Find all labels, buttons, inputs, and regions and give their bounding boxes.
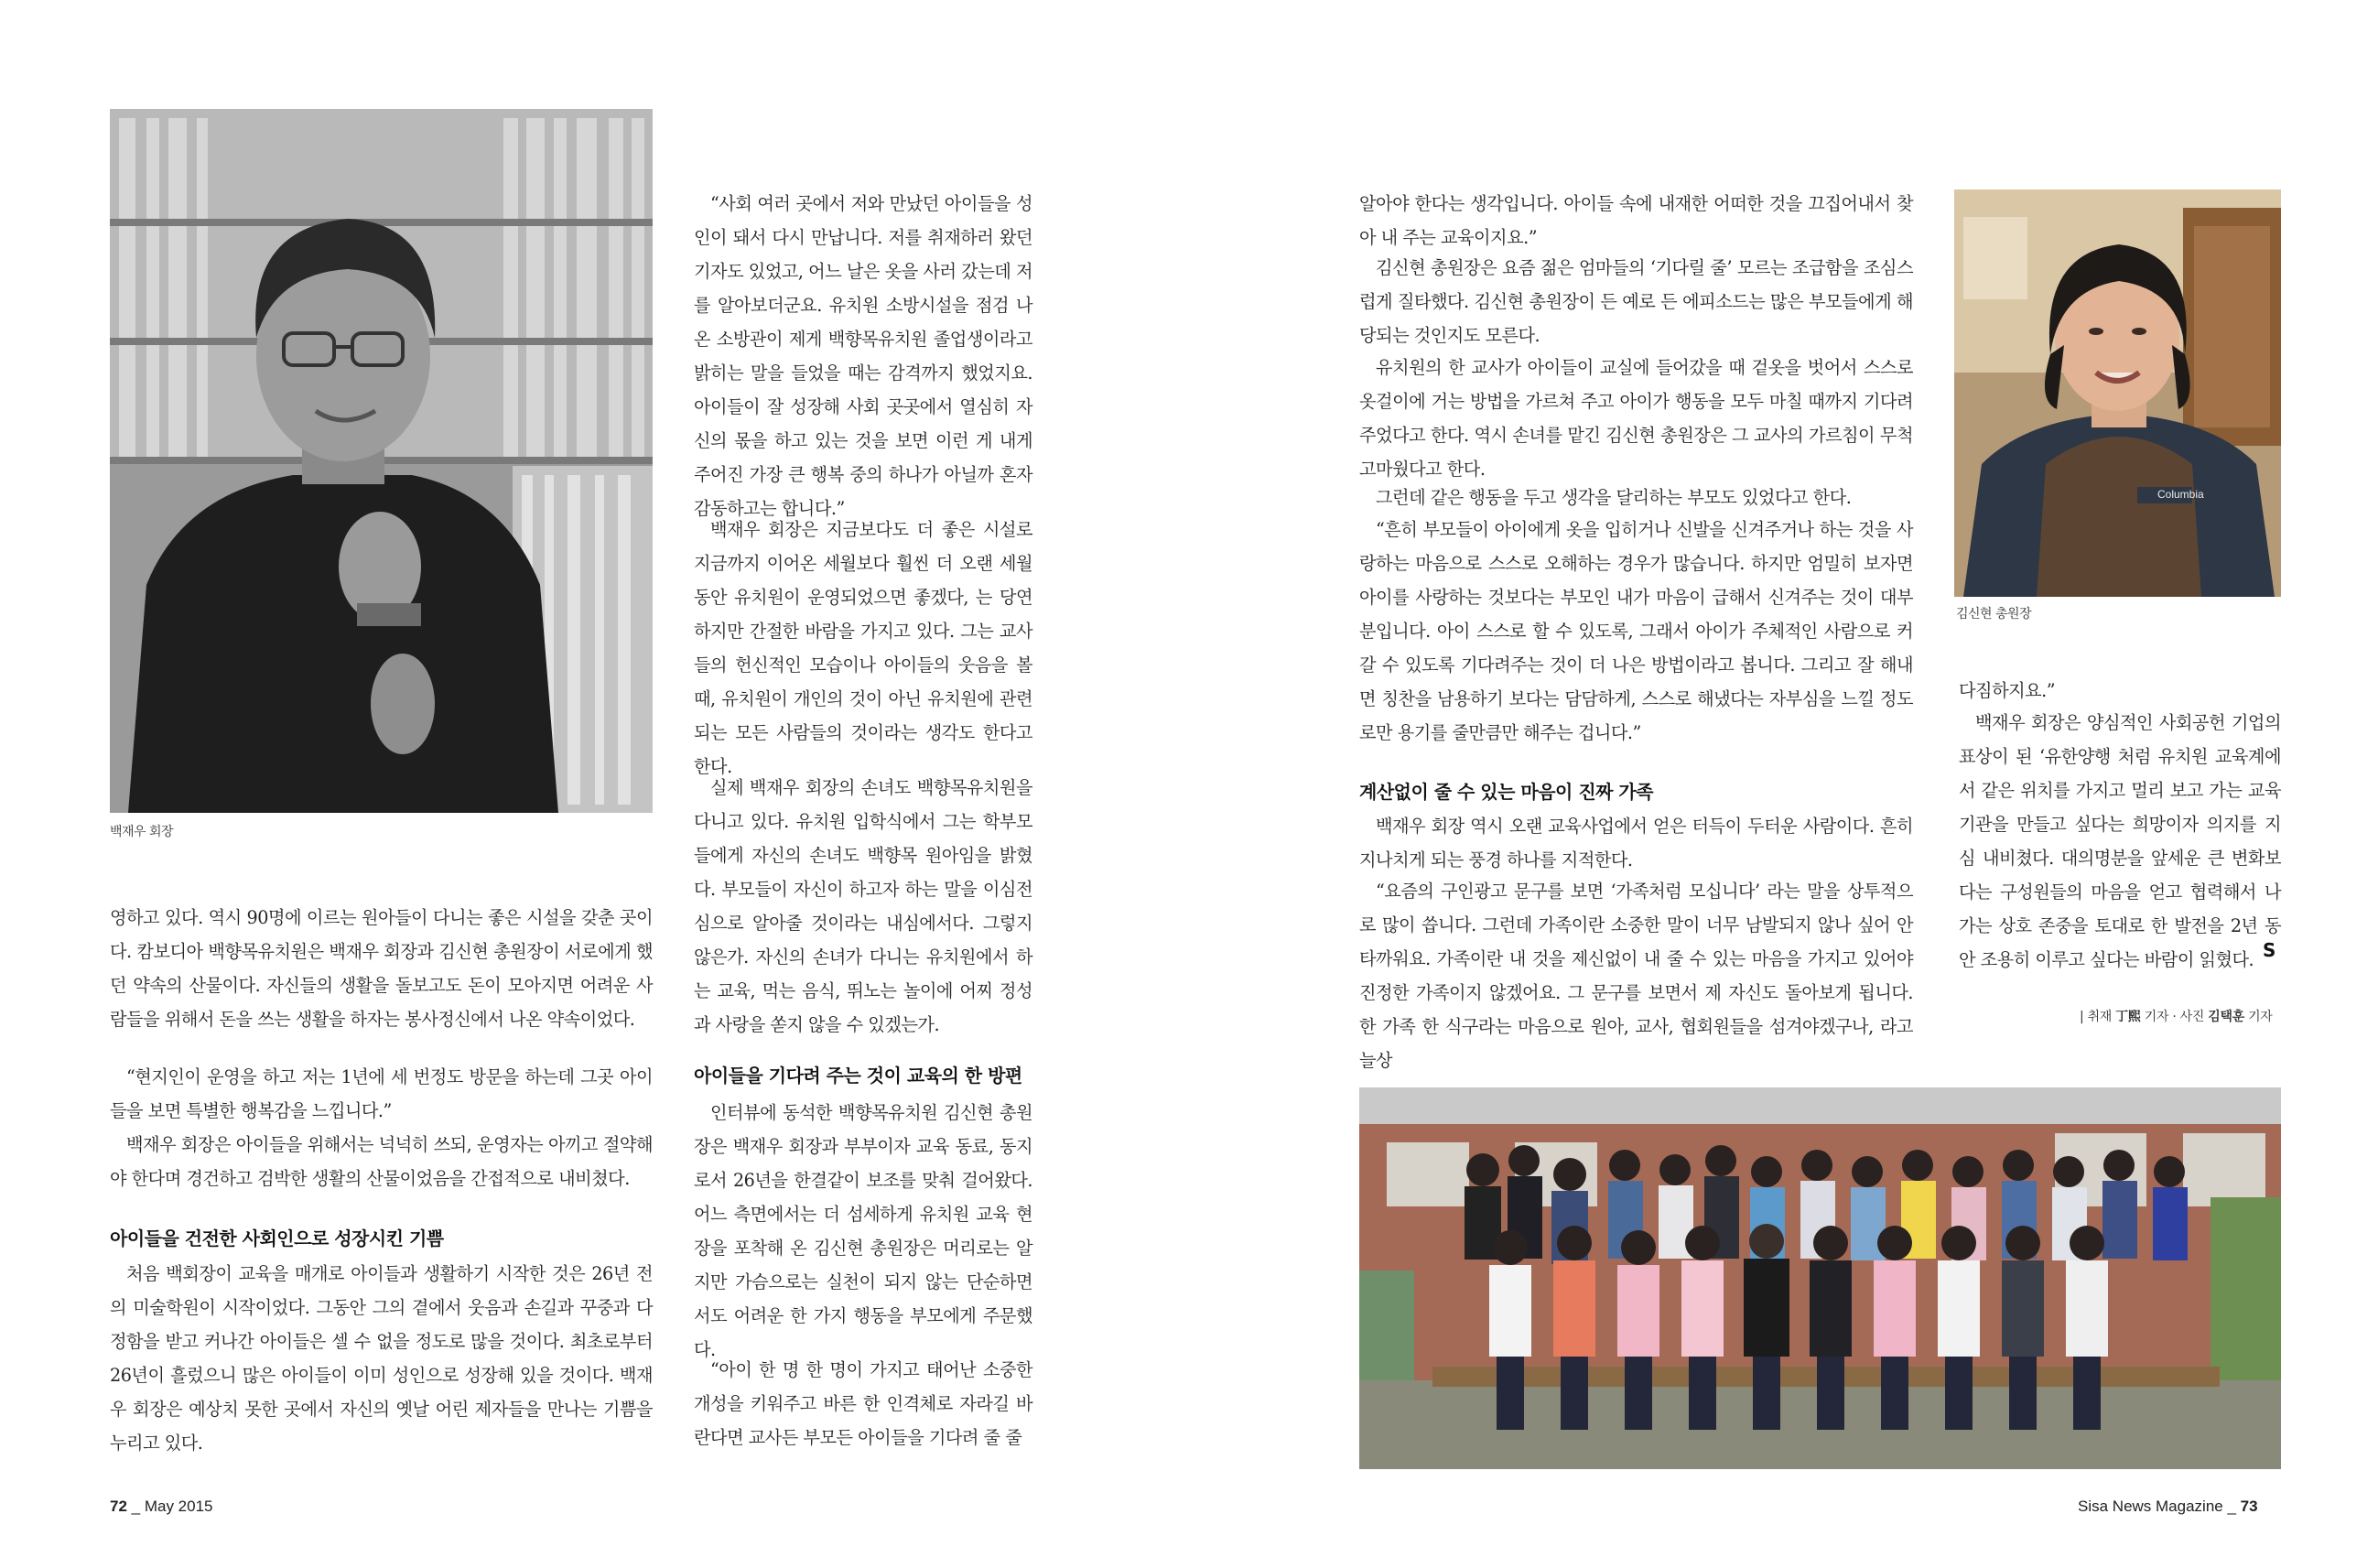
body-paragraph: 백재우 회장은 양심적인 사회공헌 기업의 표상이 된 ‘유한양행 처럼 유치원 교육계에서 같은 위치를 가지고 멀리 보고 가는 교육기관을 만들고 싶다는 희망이자 의지를 지심 내비쳤다. 대의명분을 앞세운 큰 변화보다는 구성원들의 마음을 얻고 협력해서 나가는 상호 존중을 토대로 한 발전을 2년 동안 조용히 이루고 싶다는 바람이 읽혔다. [1959,712,2281,970]
photo-caption-baek: 백재우 회장 [110,825,174,839]
page-number: 72 [110,1498,127,1515]
body-paragraph: 김신현 총원장은 요즘 젊은 엄마들의 ‘기다릴 줄’ 모르는 조급함을 조심스럽게 질타했다. 김신현 총원장이 든 예로 든 에피소드는 많은 부모들에게 해당되는 것인지도 모른다. [1359,257,1913,346]
section-heading: 아이들을 건전한 사회인으로 성장시킨 기쁨 [110,1227,444,1249]
byline-credit [2080,1007,2273,1025]
body-paragraph: 백재우 회장은 아이들을 위해서는 넉넉히 쓰되, 운영자는 아끼고 절약해야 한다며 경건하고 검박한 생활의 산물이었음을 간접적으로 내비쳤다. [110,1134,653,1189]
credit-reporter: 丁熙 [2115,1010,2141,1024]
issue-date: _ May 2015 [131,1498,213,1515]
page-folio-left [110,1498,213,1516]
jacket-logo: Columbia [2157,488,2204,501]
magazine-name: Sisa News Magazine _ [2078,1498,2236,1515]
body-paragraph: “요즘의 구인광고 문구를 보면 ‘가족처럼 모십니다’ 라는 말을 상투적으로 많이 씁니다. 그런데 가족이란 소중한 말이 너무 남발되지 않나 싶어 안타까워요. 가족이란 내 것을 제신없이 내 줄 수 있는 마음을 가지고 있어야 진정한 가족이지 않겠어요. 그 문구를 보면서 제 자신도 돌아보게 됩니다. 한 가족 한 식구라는 마음으로 원아, 교사, 협회원들을 섬겨야겠구나, 라고 늘상 [1359,881,1913,1071]
body-paragraph: 백재우 회장 역시 오랜 교육사업에서 얻은 터득이 두터운 사람이다. 흔히 지나치게 되는 풍경 하나를 지적한다. [1359,816,1913,871]
body-paragraph: “아이 한 명 한 명이 가지고 태어난 소중한 개성을 키워주고 바른 한 인격체로 자라길 바란다면 교사든 부모든 아이들을 기다려 줄 줄 [694,1359,1032,1448]
body-paragraph: “현지인이 운영을 하고 저는 1년에 세 번정도 방문을 하는데 그곳 아이들을 보면 특별한 행복감을 느낍니다.” [110,1066,653,1121]
credit-photographer: 김택훈 [2208,1010,2244,1024]
portrait-photo-baek [110,109,653,813]
group-photo-staff [1359,1087,2281,1469]
body-paragraph: “흔히 부모들이 아이에게 옷을 입히거나 신발을 신겨주거나 하는 것을 사랑하는 마음으로 스스로 오해하는 경우가 많습니다. 하지만 엄밀히 보자면 아이를 사랑하는 것보다는 부모인 내가 마음이 급해서 신겨주는 것이 대부분입니다. 아이 스스로 할 수 있도록, 그래서 아이가 주체적인 사람으로 커갈 수 있도록 기다려주는 것이 더 나은 방법이라고 봅니다. 그리고 잘 해내면 칭찬을 남용하기 보다는 담담하게, 스스로 해냈다는 자부심을 느낄 정도로만 용기를 줄만큼만 해주는 겁니다.” [1359,519,1913,743]
portrait-photo-kim [1954,189,2281,597]
body-paragraph: 백재우 회장은 지금보다도 더 좋은 시설로 지금까지 이어온 세월보다 훨씬 더 오랜 세월 동안 유치원이 운영되었으면 좋겠다, 는 당연하지만 간절한 바람을 가지고 있다. 그는 교사들의 헌신적인 모습이나 아이들의 웃음을 볼 때, 유치원이 개인의 것이 아닌 유치원에 관련되는 모든 사람들의 것이라는 생각도 한다고 한다. [694,519,1032,777]
credit-suffix: 기자 [2248,1010,2273,1024]
page-folio-right [2078,1498,2258,1516]
end-mark: S [2263,939,2276,961]
page-number: 73 [2240,1498,2258,1515]
body-paragraph: “사회 여러 곳에서 저와 만났던 아이들을 성인이 돼서 다시 만납니다. 저를 취재하러 왔던 기자도 있었고, 어느 날은 옷을 사러 갔는데 저를 알아보더군요. 유치원 소방시설을 점검 나온 소방관이 제게 백향목유치원 졸업생이라고 밝히는 말을 들었을 때는 감격까지 했었지요. 아이들이 잘 성장해 사회 곳곳에서 열심히 자신의 몫을 하고 있는 것을 보면 이런 게 내게 주어진 가장 큰 행복 중의 하나가 아닐까 혼자 감동하고는 합니다.” [694,193,1032,519]
body-paragraph: 그런데 같은 행동을 두고 생각을 달리하는 부모도 있었다고 한다. [1376,487,1852,508]
body-paragraph: 처음 백회장이 교육을 매개로 아이들과 생활하기 시작한 것은 26년 전의 미술학원이 시작이었다. 그동안 그의 곁에서 웃음과 손길과 꾸중과 다정함을 받고 커나간 아이들은 셀 수 없을 정도로 많을 것이다. 최초로부터 26년이 흘렀으니 많은 아이들이 이미 성인으로 성장해 있을 것이다. 백재우 회장은 예상치 못한 곳에서 자신의 옛날 어린 제자들을 만나는 기쁨을 누리고 있다. [110,1263,653,1454]
credit-prefix: | 취재 [2080,1010,2113,1024]
body-paragraph: 다짐하지요.” [1959,680,2056,701]
body-paragraph: 알아야 한다는 생각입니다. 아이들 속에 내재한 어떠한 것을 끄집어내서 찾아 내 주는 교육이지요.” [1359,193,1913,248]
credit-mid: 기자 · 사진 [2144,1010,2205,1024]
section-heading: 계산없이 줄 수 있는 마음이 진짜 가족 [1359,781,1654,803]
body-paragraph: 인터뷰에 동석한 백향목유치원 김신현 총원장은 백재우 회장과 부부이자 교육 동료, 동지로서 26년을 한결같이 보조를 맞춰 걸어왔다. 어느 측면에서는 더 섬세하게 유치원 교육 현장을 포착해 온 김신현 총원장은 머리로는 알지만 가슴으로는 실천이 되지 않는 단순하면서도 어려운 한 가지 행동을 부모에게 주문했다. [694,1102,1032,1360]
body-paragraph: 영하고 있다. 역시 90명에 이르는 원아들이 다니는 좋은 시설을 갖춘 곳이다. 캄보디아 백향목유치원은 백재우 회장과 김신현 총원장이 서로에게 했던 약속의 산물이다. 자신들의 생활을 돌보고도 돈이 모아지면 어려운 사람들을 위해서 돈을 쓰는 생활을 하자는 봉사정신에서 나온 약속이었다. [110,907,653,1030]
body-paragraph: 유치원의 한 교사가 아이들이 교실에 들어갔을 때 겉옷을 벗어서 스스로 옷걸이에 거는 방법을 가르쳐 주고 아이가 행동을 모두 마칠 때까지 기다려 주었다고 한다. 역시 손녀를 맡긴 김신현 총원장은 그 교사의 가르침이 무척 고마웠다고 한다. [1359,357,1913,480]
section-heading: 아이들을 기다려 주는 것이 교육의 한 방편 [694,1065,1022,1087]
body-paragraph: 실제 백재우 회장의 손녀도 백향목유치원을 다니고 있다. 유치원 입학식에서 그는 학부모들에게 자신의 손녀도 백향목 원아임을 밝혔다. 부모들이 자신이 하고자 하는 말을 이심전심으로 알아줄 것이라는 내심에서다. 그렇지 않은가. 자신의 손녀가 다니는 유치원에서 하는 교육, 먹는 음식, 뛰노는 놀이에 어찌 정성과 사랑을 쏟지 않을 수 있겠는가. [694,777,1032,1035]
photo-caption-kim: 김신현 총원장 [1956,607,2032,622]
